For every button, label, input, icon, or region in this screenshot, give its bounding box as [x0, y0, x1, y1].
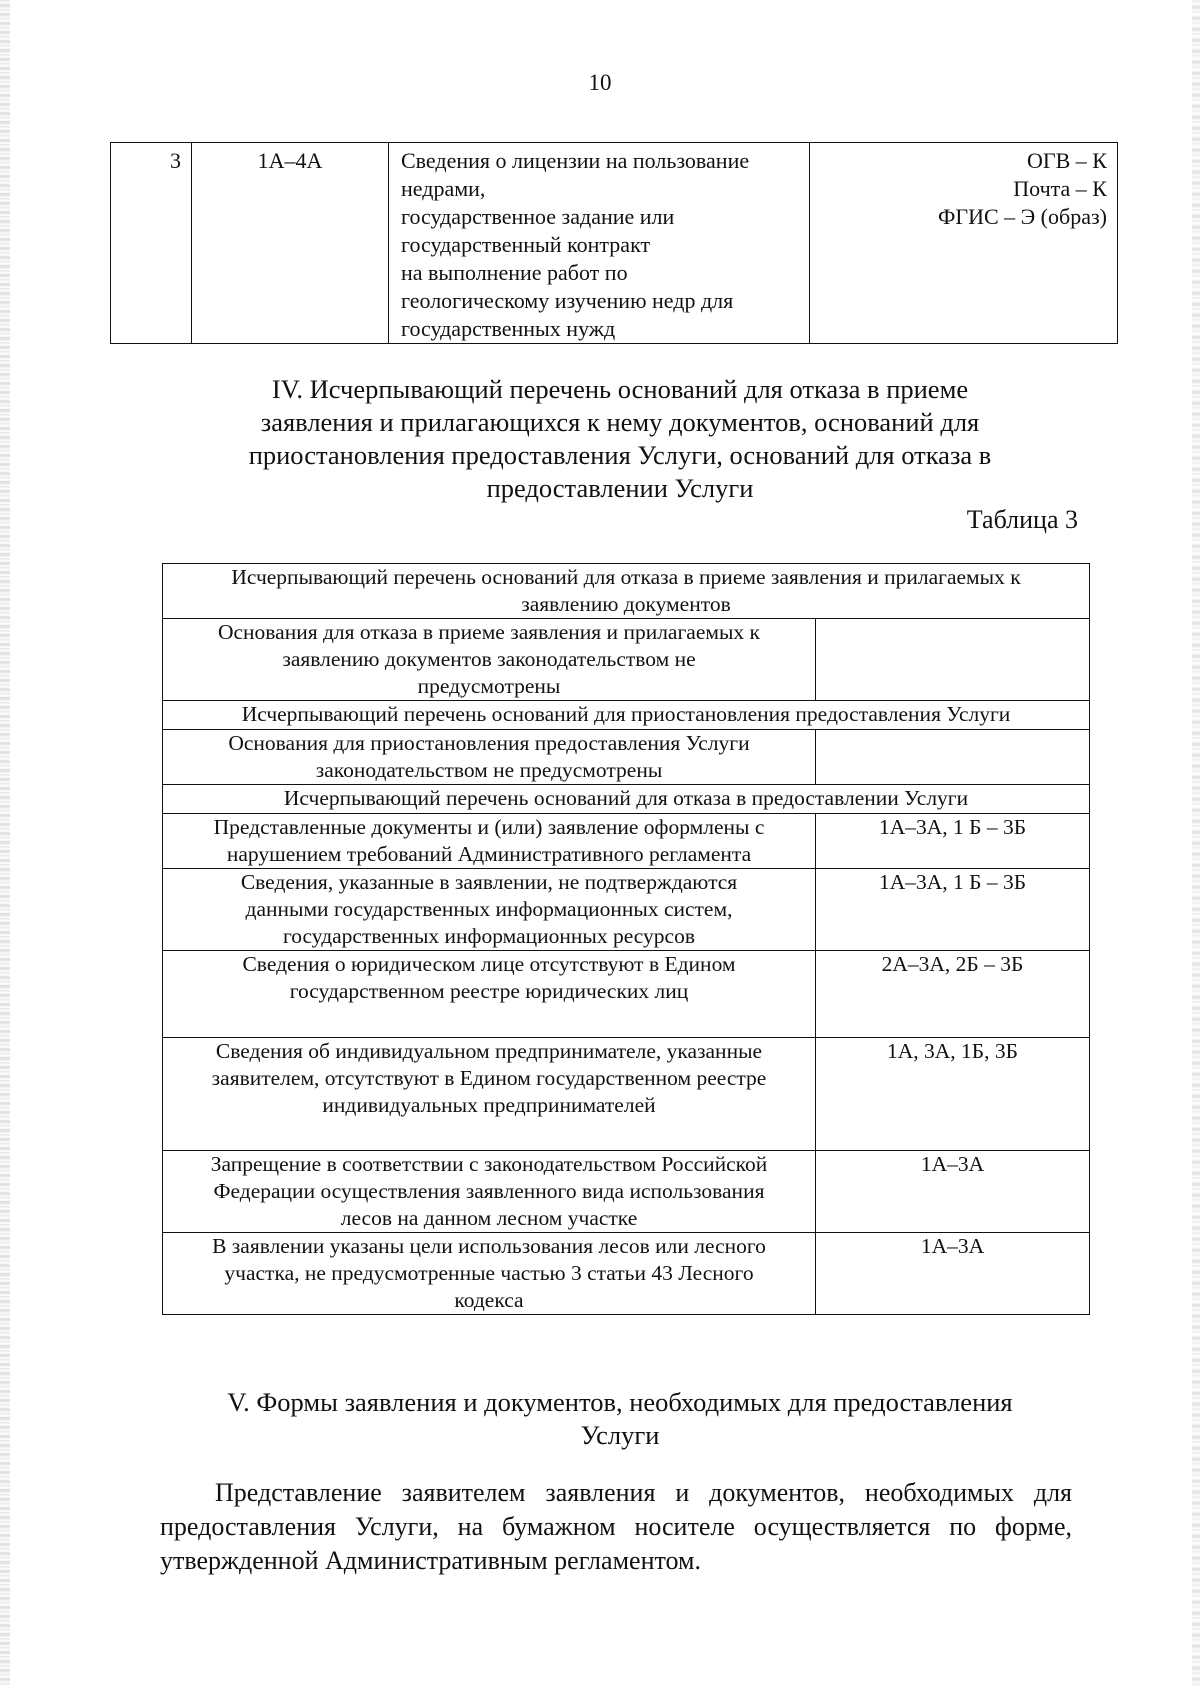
code-cell: 2А–3А, 2Б – 3Б	[816, 951, 1090, 1038]
table-row	[163, 814, 1090, 869]
reason-cell	[163, 1038, 816, 1151]
code-cell	[816, 730, 1090, 785]
submission-channels	[810, 143, 1118, 344]
reason-cell	[163, 951, 816, 1038]
table-caption: Таблица 3	[966, 505, 1078, 534]
reason-line: Запрещение в соответствии с законодательством Российской	[210, 1152, 768, 1176]
heading-line: заявления и прилагающихся к нему документов, оснований для	[260, 407, 980, 437]
section-4-heading	[180, 373, 1060, 505]
table-row	[111, 143, 1118, 344]
reason-line: лесов на данном лесном участке	[340, 1206, 638, 1230]
reason-line: Представленные документы и (или) заявление оформлены с	[213, 815, 765, 839]
table-header-row	[163, 785, 1090, 814]
reason-line: предусмотрены	[417, 674, 561, 698]
document-info	[389, 143, 810, 344]
reason-line: заявлению документов законодательством не	[282, 647, 696, 671]
reason-line: индивидуальных предпринимателей	[322, 1093, 656, 1117]
table-3	[162, 563, 1090, 1315]
header-line: Исчерпывающий перечень оснований для отказа в приеме заявления и прилагаемых к	[231, 565, 1021, 589]
reason-cell	[163, 730, 816, 785]
table-row	[163, 951, 1090, 1038]
document-info-line: геологическому изучению недр для	[401, 288, 734, 313]
reason-line: Основания для приостановления предоставления Услуги	[228, 731, 750, 755]
header-refusal-service	[163, 785, 1090, 814]
reason-cell	[163, 814, 816, 869]
reason-line: участка, не предусмотренные частью 3 статьи 43 Лесного	[224, 1261, 754, 1285]
services-table-continuation	[110, 142, 1118, 344]
document-info-line: государственных нужд	[401, 316, 616, 341]
header-line: Исчерпывающий перечень оснований для отказа в предоставлении Услуги	[283, 786, 969, 810]
table-row	[163, 1233, 1090, 1315]
heading-line: V. Формы заявления и документов, необходимых для предоставления	[227, 1387, 1013, 1417]
heading-line: Услуги	[580, 1420, 660, 1450]
scan-edge-right	[1192, 0, 1200, 1686]
header-line: Исчерпывающий перечень оснований для приостановления предоставления Услуги	[241, 702, 1011, 726]
code-cell: 1А–3А	[816, 1233, 1090, 1315]
table-header-row	[163, 564, 1090, 619]
heading-line: предоставлении Услуги	[486, 473, 754, 503]
applicant-code: 1А–4А	[192, 143, 389, 344]
reason-line: государственных информационных ресурсов	[282, 924, 696, 948]
code-cell: 1А–3А, 1 Б – 3Б	[816, 869, 1090, 951]
channel-line: Почта – К	[1013, 176, 1107, 201]
section-5-paragraph	[160, 1476, 1072, 1578]
reason-line: Сведения, указанные в заявлении, не подтверждаются	[240, 870, 738, 894]
document-info-line: государственное задание или	[401, 204, 675, 229]
reason-line: государственном реестре юридических лиц	[289, 979, 689, 1003]
channel-line: ФГИС – Э (образ)	[938, 204, 1107, 229]
reason-line: Сведения о юридическом лице отсутствуют в Едином	[242, 952, 736, 976]
reason-cell	[163, 1233, 816, 1315]
reason-line: кодекса	[454, 1288, 524, 1312]
scan-edge-left	[0, 0, 10, 1686]
reason-line: нарушением требований Административного регламента	[226, 842, 752, 866]
heading-line: приостановления предоставления Услуги, оснований для отказа в	[248, 440, 992, 470]
reason-cell	[163, 869, 816, 951]
header-suspension	[163, 701, 1090, 730]
reason-line: В заявлении указаны цели использования лесов или лесного	[212, 1234, 766, 1258]
header-line: заявлению документов	[521, 592, 731, 616]
reason-line: заявителем, отсутствуют в Едином государственном реестре	[211, 1066, 767, 1090]
table-row	[163, 1151, 1090, 1233]
reason-line: данными государственных информационных систем,	[245, 897, 733, 921]
row-number: 3	[111, 143, 192, 344]
code-cell: 1А, 3А, 1Б, 3Б	[816, 1038, 1090, 1151]
document-info-line: государственный контракт	[401, 232, 651, 257]
paragraph-text: Представление заявителем заявления и документов, необходимых для предоставления Услуги, на бумажном носителе осуществляется по форме, утвержденной Административным регламентом.	[160, 1478, 1072, 1575]
table-header-row	[163, 701, 1090, 730]
page-number: 10	[588, 70, 612, 95]
reason-cell	[163, 1151, 816, 1233]
section-5-heading	[180, 1386, 1060, 1452]
code-cell: 1А–3А	[816, 1151, 1090, 1233]
table-row	[163, 730, 1090, 785]
code-cell: 1А–3А, 1 Б – 3Б	[816, 814, 1090, 869]
code-cell	[816, 619, 1090, 701]
reason-line: законодательством не предусмотрены	[315, 758, 663, 782]
heading-line: IV. Исчерпывающий перечень оснований для отказа в приеме	[271, 374, 969, 404]
document-info-line: недрами,	[401, 176, 486, 201]
table-row	[163, 869, 1090, 951]
reason-line: Федерации осуществления заявленного вида использования	[213, 1179, 765, 1203]
table-row	[163, 1038, 1090, 1151]
channel-line: ОГВ – К	[1027, 148, 1107, 173]
reason-cell	[163, 619, 816, 701]
table-row	[163, 619, 1090, 701]
reason-line: Основания для отказа в приеме заявления и прилагаемых к	[217, 620, 760, 644]
header-refusal-acceptance	[163, 564, 1090, 619]
document-info-line: Сведения о лицензии на пользование	[401, 148, 750, 173]
reason-line: Сведения об индивидуальном предпринимателе, указанные	[215, 1039, 763, 1063]
document-info-line: на выполнение работ по	[401, 260, 628, 285]
